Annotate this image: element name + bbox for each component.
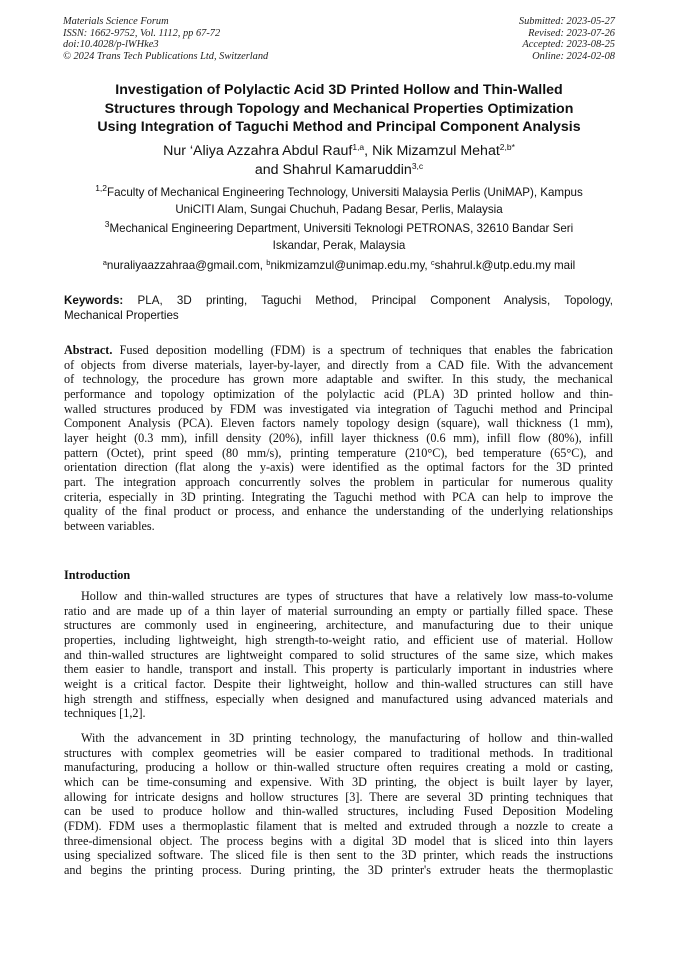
- body-line: which can be time-consuming and expensive. With 3D printing, the object is built layer by layer,: [64, 774, 613, 789]
- journal-name: Materials Science Forum: [63, 16, 169, 27]
- keywords-text: Mechanical Properties: [64, 309, 179, 322]
- author-name: Nur ‘Aliya Azzahra Abdul Rauf: [163, 143, 353, 159]
- author-affiliation-mark: 1,a: [352, 142, 365, 152]
- email-link[interactable]: nikmizamzul@unimap.edu.my,: [270, 259, 428, 272]
- abstract-line: quality of the final product or process, and enhance the understanding of the underlying relationships: [64, 504, 613, 519]
- abstract-label: Abstract.: [64, 343, 113, 357]
- abstract-line: of objects from diverse materials, layer-by-layer, and directly from a CAD file. With the advancement: [64, 357, 613, 372]
- body-line: (FDM). FDM uses a thermoplastic filament that is melted and extruded through a nozzle to create a: [64, 818, 613, 833]
- journal-header: [63, 16, 268, 62]
- date-header: [519, 16, 615, 62]
- abstract-line: Component Analysis (PCA). Eleven factors namely topology design (square), wall thickness (1 mm),: [64, 416, 613, 431]
- abstract-line: pattern (Octet), print speed (80 mm/s), printing temperature (210°C), bed temperature (65°C), and: [64, 445, 613, 460]
- abstract-line: between variables.: [64, 518, 155, 533]
- abstract-line: orientation direction (flat along the y-axis) were identified as the optimal factors for the 3D printed: [64, 460, 613, 475]
- affiliation-line: Faculty of Mechanical Engineering Technology, Universiti Malaysia Perlis (UniMAP), Kampus: [107, 186, 583, 199]
- keywords-text: PLA, 3D printing, Taguchi Method, Principal Component Analysis, Topology,: [137, 294, 613, 307]
- body-line: properties, including lightweight, high strength-to-weight ratio, and efficient use of material. Hollow: [64, 632, 613, 647]
- author-affiliation-mark: 3,c: [411, 161, 424, 171]
- section-heading: Introduction: [64, 568, 131, 582]
- author-name: Shahrul Kamaruddin: [282, 162, 412, 178]
- online-date: Online: 2024-02-08: [532, 50, 615, 62]
- body-paragraph: [64, 731, 613, 878]
- body-line: high strength and stiffness, especially when designed and manufactured using advanced materials and: [64, 691, 613, 706]
- email-mark: c: [430, 258, 435, 267]
- body-line: them easier to handle, transport and install. This property is particularly important in industries where: [64, 662, 613, 677]
- author-conjunction: and: [254, 162, 279, 178]
- author-affiliation-mark: 2,b*: [499, 142, 515, 152]
- abstract-line: criteria, especially in 3D printing. Integrating the Taguchi method with PCA can help to improve the: [64, 489, 613, 504]
- abstract: [64, 343, 613, 534]
- abstract-line: layer height (0.3 mm), infill density (20%), infill layer thickness (0.6 mm), infill flow (80%), infill: [64, 430, 613, 445]
- body-line: structures are commonly used in engineering, architecture, and manufacturing due to their unique: [64, 618, 613, 633]
- body-line: Hollow and thin-walled structures are types of structures that have a relatively low mass-to-volume: [81, 589, 613, 603]
- abstract-line: performance and topology optimization of the polylactic acid (PLA) 3D printed hollow and thin-: [64, 386, 613, 401]
- author-emails: [40, 258, 638, 274]
- copyright: © 2024 Trans Tech Publications Ltd, Switzerland: [63, 50, 269, 62]
- affiliation: [60, 185, 618, 218]
- revised-date: Revised: 2023-07-26: [528, 27, 615, 39]
- body-line: With the advancement in 3D printing technology, the manufacturing of hollow and thin-walled: [81, 731, 613, 745]
- author-name: Nik Mizamzul Mehat: [372, 143, 500, 159]
- abstract-line: Fused deposition modelling (FDM) is a spectrum of techniques that enables the fabrication: [119, 343, 613, 357]
- body-line: and thin-walled structures are lightweight compared to solid structures of the same size, which makes: [64, 647, 613, 662]
- submitted-date: Submitted: 2023-05-27: [518, 16, 615, 27]
- issn: ISSN: 1662-9752, Vol. 1112, pp 67-72: [63, 27, 221, 39]
- email-mark: a: [102, 258, 107, 267]
- body-line: weight is a critical factor. Despite their lightweight, hollow and thin-walled structures can still have: [64, 676, 613, 691]
- affiliation-line: Iskandar, Perak, Malaysia: [272, 238, 406, 252]
- abstract-line: of technology, the procedure has grown more adaptable and swifter. In this study, the mechanical: [64, 372, 613, 387]
- affiliation-mark: 3: [104, 219, 110, 229]
- affiliation: [60, 221, 618, 254]
- accepted-date: Accepted: 2023-08-25: [522, 39, 615, 51]
- body-line: techniques [1,2].: [64, 706, 146, 721]
- affiliation-line: UniCITI Alam, Sungai Chuchuh, Padang Besar, Perlis, Malaysia: [175, 202, 503, 216]
- body-line: allowing for intricate designs and hollow structures [3]. There are several 3D printing techniques that: [64, 789, 613, 804]
- keywords: [64, 293, 613, 323]
- affiliation-line: Mechanical Engineering Department, Universiti Teknologi PETRONAS, 32610 Bandar Seri: [109, 222, 574, 235]
- body-line: structures with complex geometries will be easier compared to traditional methods. In traditional: [64, 745, 613, 760]
- keywords-label: Keywords:: [64, 294, 124, 307]
- body-paragraph: [64, 589, 613, 721]
- email-link[interactable]: shahrul.k@utp.edu.my mail: [434, 259, 576, 272]
- body-line: three-dimensional object. The process begins with a digital 3D model that is sliced into thin layers: [64, 833, 613, 848]
- email-link[interactable]: nuraliyaazzahraa@gmail.com,: [106, 259, 264, 272]
- body-line: manufacturing, producing a hollow or thin-walled structure often requires creating a mold or casting,: [64, 760, 613, 775]
- title-line: Structures through Topology and Mechanical Properties Optimization: [104, 100, 574, 117]
- paper-title: [40, 81, 638, 137]
- affiliation-mark: 1,2: [95, 183, 108, 193]
- body-line: and begins the printing process. During printing, the 3D printer's extruder heats the thermoplastic: [64, 862, 613, 877]
- title-line: Investigation of Polylactic Acid 3D Printed Hollow and Thin-Walled: [115, 82, 563, 98]
- email-mark: b: [266, 258, 271, 267]
- abstract-line: part. The integration approach concurrently solves the problem in particular for numerous quality: [64, 474, 613, 489]
- body-line: ratio and are made up of a thin layer of material surrounding an empty or partially filled space. These: [64, 603, 613, 618]
- title-line: Using Integration of Taguchi Method and Principal Component Analysis: [97, 119, 581, 135]
- body-line: using specialized software. The sliced file is then sent to the 3D printer, which reads the instructions: [64, 848, 613, 863]
- doi: doi:10.4028/p-lWHke3: [63, 39, 159, 51]
- abstract-line: walled structures produced by FDM was investigated via integration of Taguchi method and Principal: [64, 401, 613, 416]
- body-line: can be used to produce hollow and thin-walled structures, including Fused Deposition Modeling: [64, 804, 613, 819]
- author-list: Nur ‘Aliya Azzahra Abdul Rauf$^{1,a}$, Nik Mizamzul Mehat$^{2,b*}$ and Shahrul Kamaruddin$^{3,c}$: [163, 142, 515, 178]
